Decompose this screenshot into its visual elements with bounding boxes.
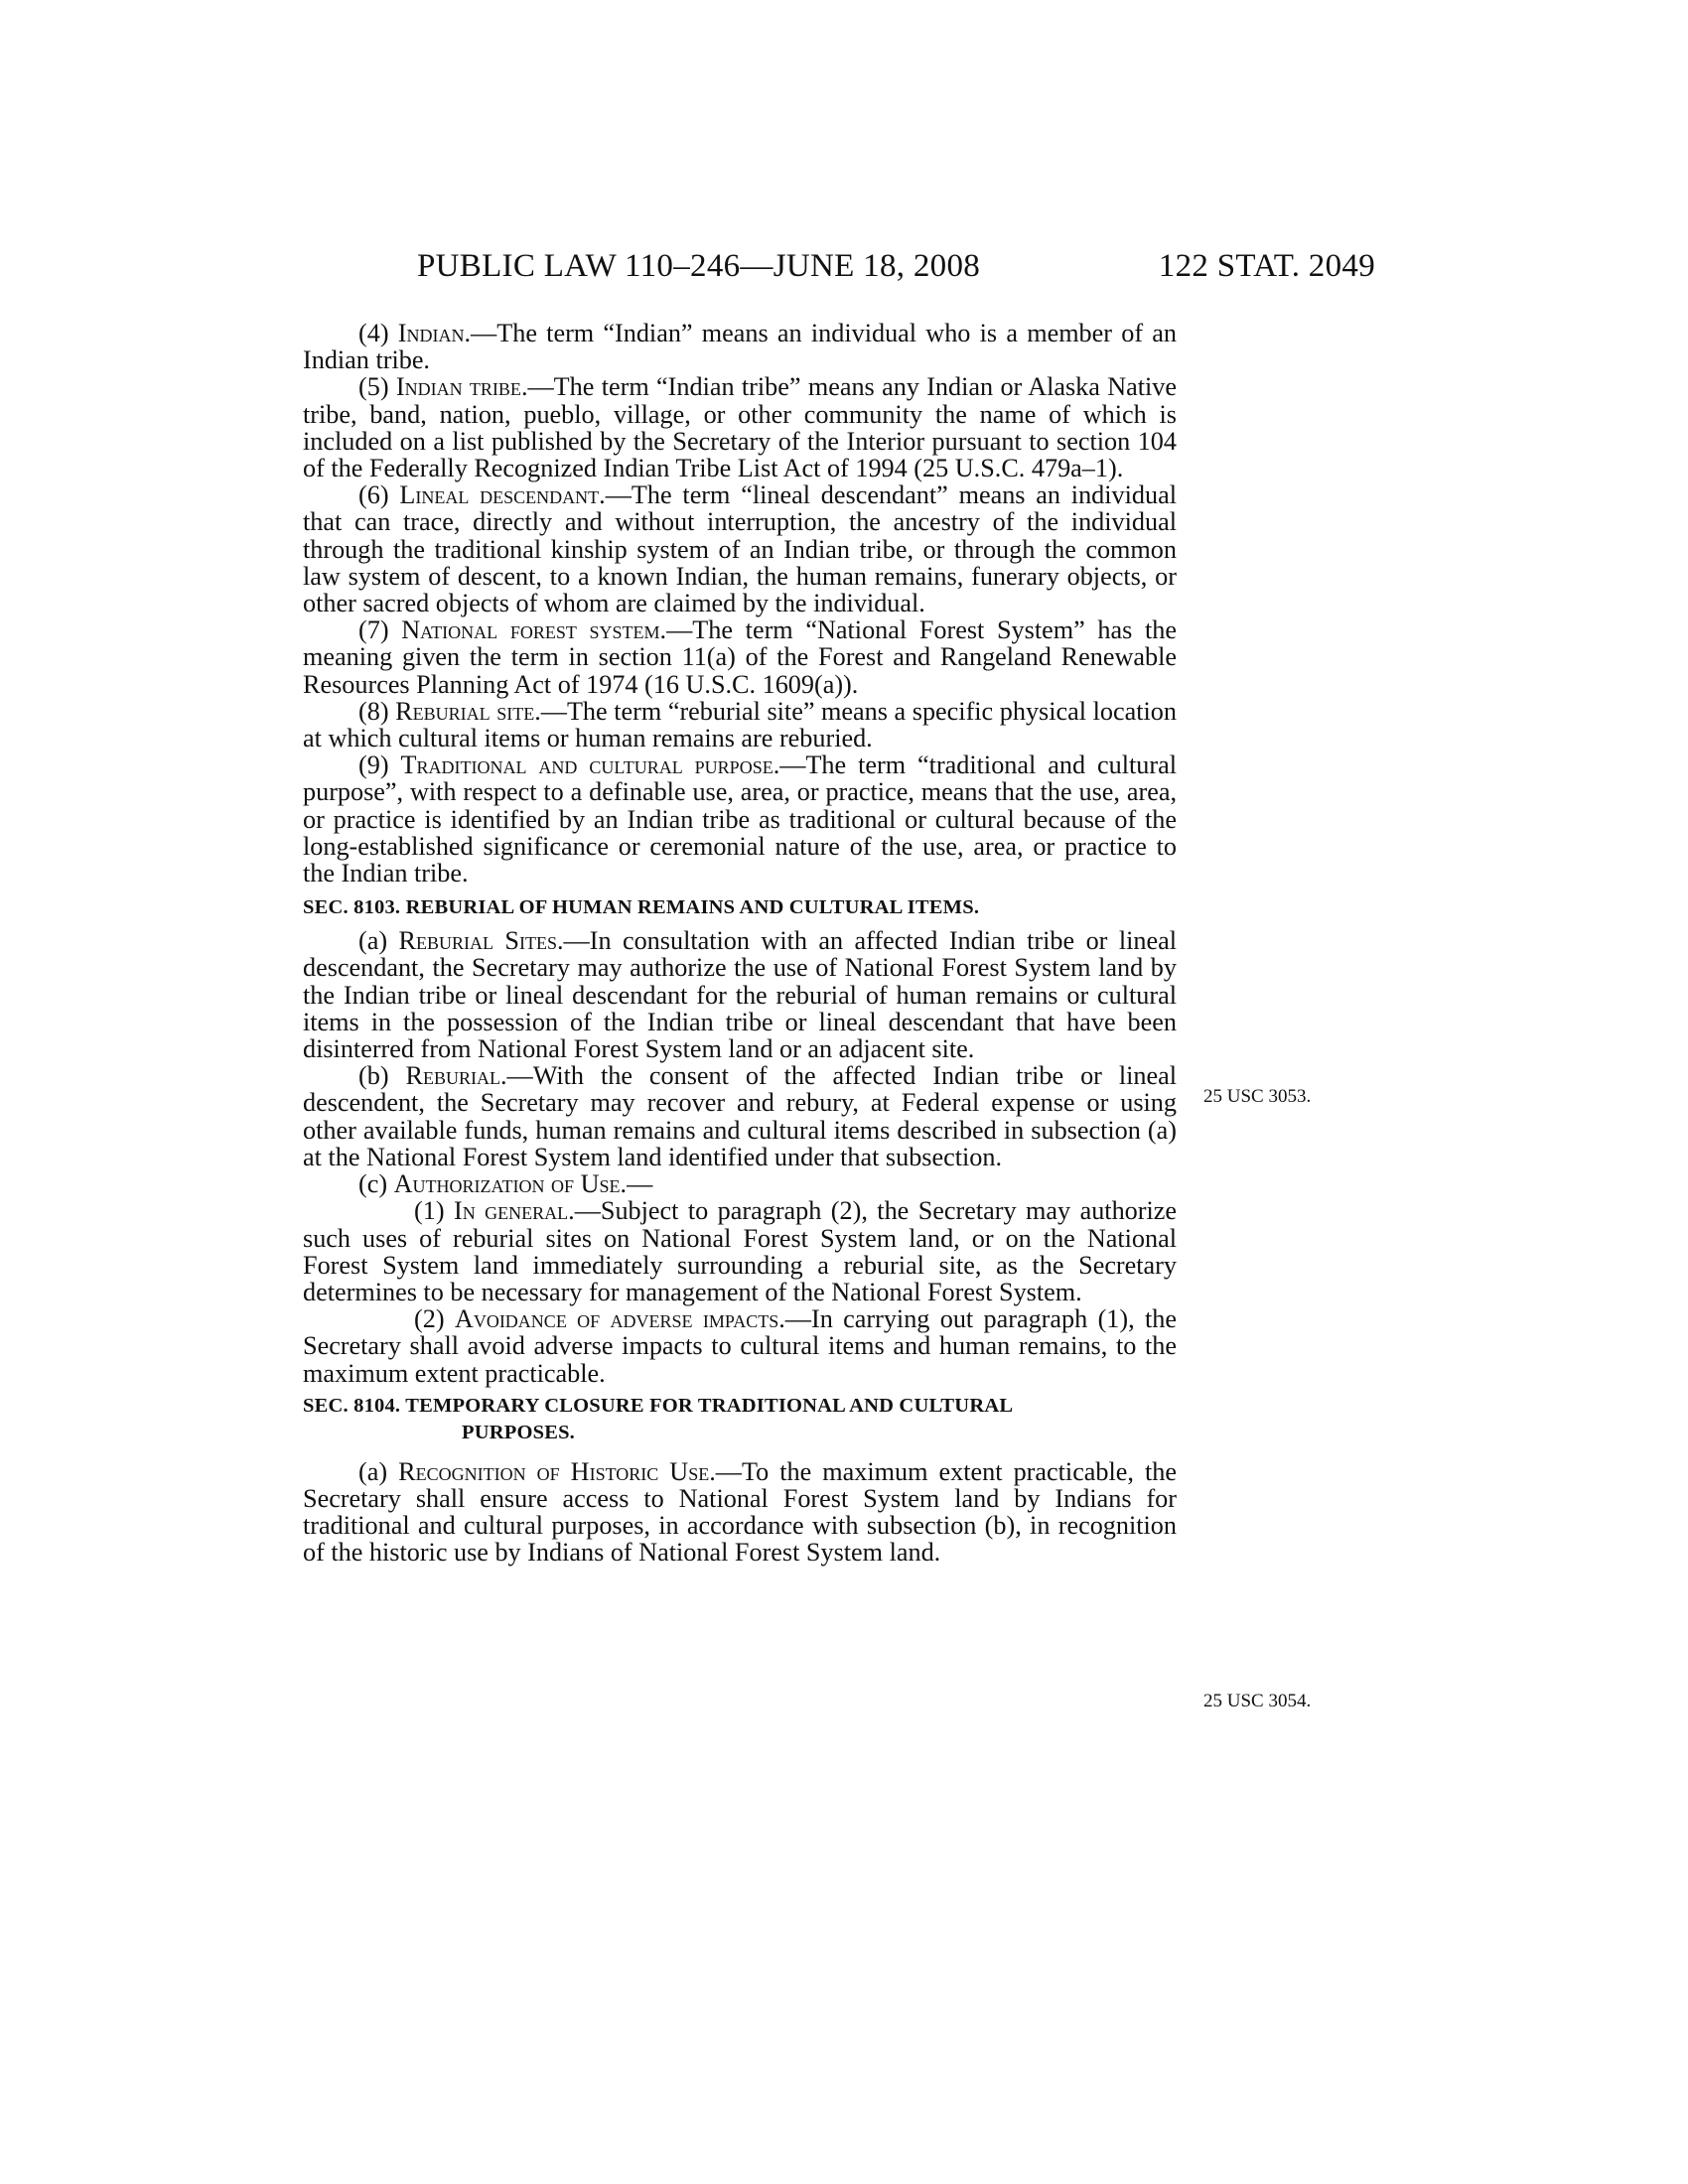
sec8103-subsection-b: (b) Reburial.—With the consent of the affected Indian tribe or lineal descendent, the Secretary may recover and rebury, at Federal expense or using other available funds, human remains and cultural items described in subsection (a) at the National Forest System land identified under that subsection. bbox=[303, 1061, 1178, 1171]
page-header bbox=[417, 248, 1375, 288]
definition-8: (8) Reburial site.—The term “reburial site” means a specific physical location at which cultural items or human remains are reburied. bbox=[303, 696, 1177, 753]
law-title: PUBLIC LAW 110–246—JUNE 18, 2008 bbox=[417, 248, 981, 284]
page-number: 122 STAT. 2049 bbox=[1158, 248, 1375, 284]
definition-4: (4) Indian.—The term “Indian” means an individual who is a member of an Indian tribe. bbox=[303, 319, 1177, 375]
margin-citation-8103: 25 USC 3053. bbox=[1203, 1086, 1312, 1107]
sec8103-paragraph-c2: (2) Avoidance of adverse impacts.—In carrying out paragraph (1), the Secretary shall avoid adverse impacts to cultural items and human remains, to the maximum extent practicable. bbox=[303, 1304, 1177, 1388]
sec8103-subsection-a: (a) Reburial Sites.—In consultation with an affected Indian tribe or lineal descendant, the Secretary may authorize the use of National Forest System land by the Indian tribe or lineal descendant for the reburial of human remains or cultural items in the possession of the Indian tribe or lineal descendant that have been disinterred from National Forest System land or an adjacent site. bbox=[303, 926, 1177, 1064]
section-8104-heading-line1: SEC. 8104. TEMPORARY CLOSURE FOR TRADITIONAL AND CULTURAL bbox=[303, 1394, 1014, 1417]
sec8104-subsection-a: (a) Recognition of Historic Use.—To the maximum extent practicable, the Secretary shall ensure access to National Forest System land by Indians for traditional and cultural purposes, in accordance with subsection (b), in recognition of the historic use by Indians of National Forest System land. bbox=[303, 1456, 1178, 1568]
section-8104-heading-line2: PURPOSES. bbox=[462, 1421, 575, 1443]
definition-5: (5) Indian tribe.—The term “Indian tribe” means any Indian or Alaska Native tribe, band, nation, pueblo, village, or other community the name of which is included on a list published by the Secretary of the Interior pursuant to section 104 of the Federally Recognized Indian Tribe List Act of 1994 (25 U.S.C. 479a–1). bbox=[303, 372, 1178, 483]
sec8103-subsection-c: (c) Authorization of Use.— bbox=[358, 1169, 653, 1199]
section-8104-heading bbox=[303, 1393, 1177, 1446]
definition-6: (6) Lineal descendant.—The term “lineal descendant” means an individual that can trace, directly and without interruption, the ancestry of the individual through the traditional kinship system of an Indian tribe, or through the common law system of descent, to a known Indian, the human remains, funerary objects, or other sacred objects of whom are claimed by the individual. bbox=[303, 480, 1178, 618]
document-body bbox=[303, 320, 1177, 1567]
definition-7: (7) National forest system.—The term “National Forest System” has the meaning given the term in section 11(a) of the Forest and Rangeland Renewable Resources Planning Act of 1974 (16 U.S.C. 1609(a)). bbox=[303, 615, 1178, 699]
sec8103-paragraph-c1: (1) In general.—Subject to paragraph (2), the Secretary may authorize such uses of reburial sites on National Forest System land, or on the National Forest System land immediately surrounding a reburial site, as the Secretary determines to be necessary for management of the National Forest System. bbox=[303, 1196, 1177, 1306]
definition-9: (9) Traditional and cultural purpose.—The term “traditional and cultural purpose”, with respect to a definable use, area, or practice, means that the use, area, or practice is identified by an Indian tribe as traditional or cultural because of the long-established significance or ceremonial nature of the use, area, or practice to the Indian tribe. bbox=[303, 751, 1177, 888]
section-8103-heading: SEC. 8103. REBURIAL OF HUMAN REMAINS AND CULTURAL ITEMS. bbox=[303, 896, 980, 919]
margin-citation-8104: 25 USC 3054. bbox=[1203, 1691, 1312, 1711]
